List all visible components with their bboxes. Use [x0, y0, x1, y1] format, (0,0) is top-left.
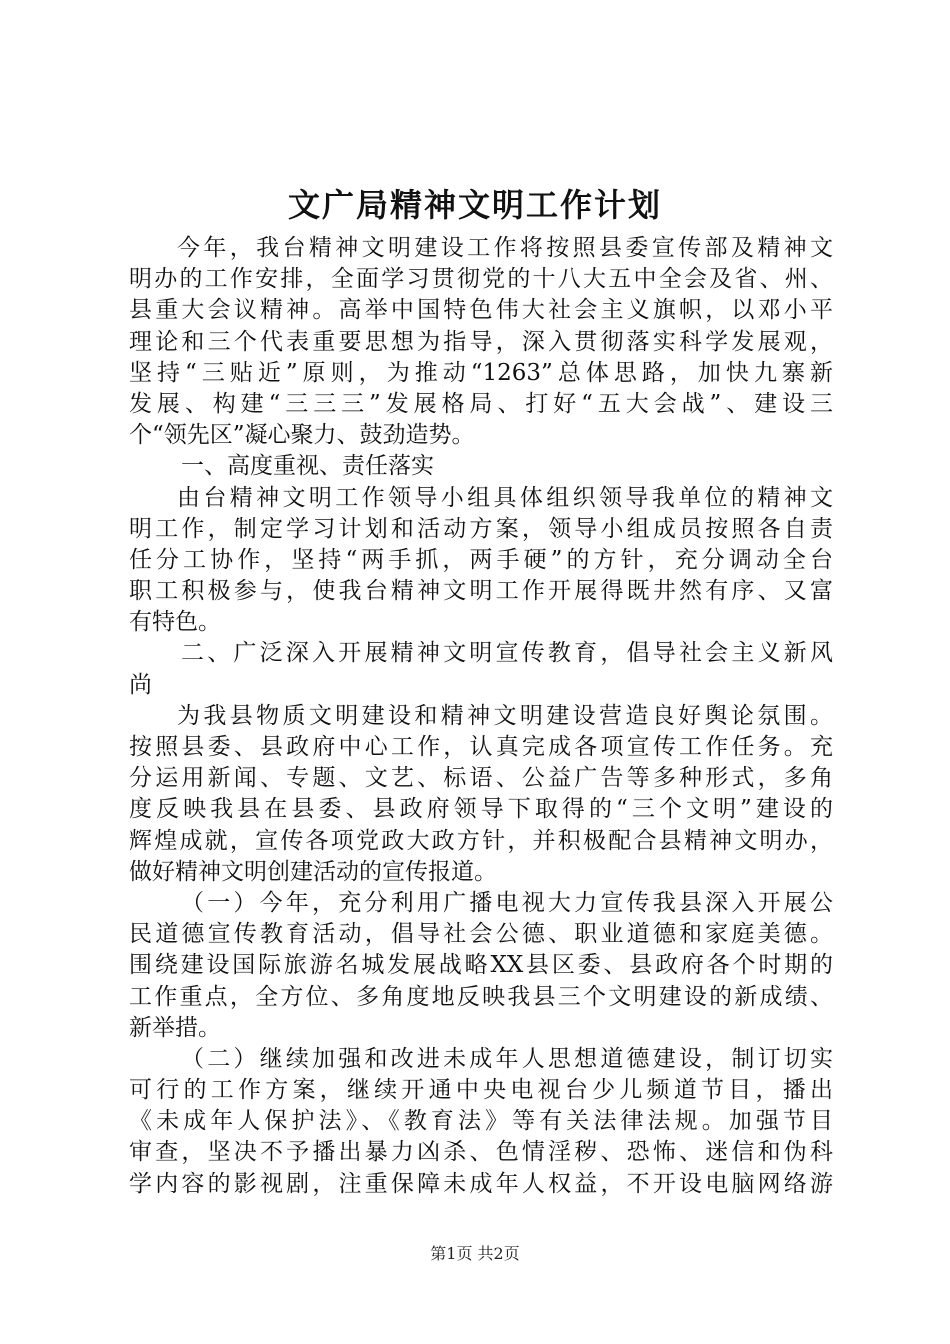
- body-line: 个“领先区”凝心聚力、鼓劲造势。: [129, 422, 475, 449]
- body-line: 发展、构建“三三三”发展格局、打好“五大会战”、建设三: [129, 390, 833, 417]
- body-line: 任分工协作，坚持“两手抓，两手硬”的方针，充分调动全台: [129, 546, 833, 573]
- section-heading: 一、高度重视、责任落实: [181, 453, 434, 480]
- page-number-footer: 第1页 共2页: [430, 1244, 520, 1263]
- body-line: 做好精神文明创建活动的宣传报道。: [129, 858, 497, 885]
- body-line: 县重大会议精神。高举中国特色伟大社会主义旗帜，以邓小平: [129, 297, 833, 324]
- body-line: 辉煌成就，宣传各项党政大政方针，并积极配合县精神文明办，: [129, 827, 833, 854]
- body-line: 民道德宣传教育活动，倡导社会公德、职业道德和家庭美德。: [129, 921, 833, 948]
- body-line: 审查，坚决不予播出暴力凶杀、色情淫秽、恐怖、迷信和伪科: [129, 1139, 833, 1166]
- body-line: （二）继续加强和改进未成年人思想道德建设，制订切实: [181, 1045, 833, 1072]
- body-line: 围绕建设国际旅游名城发展战略XX县区委、县政府各个时期的: [129, 952, 833, 979]
- body-line: （一）今年，充分利用广播电视大力宣传我县深入开展公: [181, 889, 833, 916]
- body-line: 有特色。: [129, 609, 221, 636]
- body-line: 可行的工作方案，继续开通中央电视台少儿频道节目，播出: [129, 1077, 833, 1104]
- body-line: 新举措。: [129, 1014, 221, 1041]
- body-line: 《未成年人保护法》、《教育法》等有关法律法规。加强节目: [129, 1108, 833, 1135]
- body-line: 度反映我县在县委、县政府领导下取得的“三个文明”建设的: [129, 796, 833, 823]
- body-line: 坚持“三贴近”原则，为推动“1263”总体思路，加快九寨新: [129, 359, 833, 386]
- body-line: 学内容的影视剧，注重保障未成年人权益，不开设电脑网络游: [129, 1170, 833, 1197]
- section-heading: 二、广泛深入开展精神文明宣传教育，倡导社会主义新风: [181, 640, 833, 667]
- body-line: 为我县物质文明建设和精神文明建设营造良好舆论氛围。: [177, 702, 833, 729]
- body-line: 明工作，制定学习计划和活动方案，领导小组成员按照各自责: [129, 515, 833, 542]
- body-line: 明办的工作安排，全面学习贯彻党的十八大五中全会及省、州、: [129, 266, 833, 293]
- body-line: 今年，我台精神文明建设工作将按照县委宣传部及精神文: [177, 235, 833, 261]
- section-heading: 尚: [129, 671, 152, 698]
- body-line: 理论和三个代表重要思想为指导，深入贯彻落实科学发展观，: [129, 328, 833, 355]
- body-line: 分运用新闻、专题、文艺、标语、公益广告等多种形式，多角: [129, 765, 833, 792]
- document-body: [129, 233, 833, 1200]
- body-line: 工作重点，全方位、多角度地反映我县三个文明建设的新成绩、: [129, 983, 833, 1010]
- body-line: 由台精神文明工作领导小组具体组织领导我单位的精神文: [177, 484, 833, 511]
- body-line: 按照县委、县政府中心工作，认真完成各项宣传工作任务。充: [129, 734, 833, 760]
- document-title: 文广局精神文明工作计划: [287, 186, 662, 224]
- body-line: 职工积极参与，使我台精神文明工作开展得既井然有序、又富: [129, 578, 833, 605]
